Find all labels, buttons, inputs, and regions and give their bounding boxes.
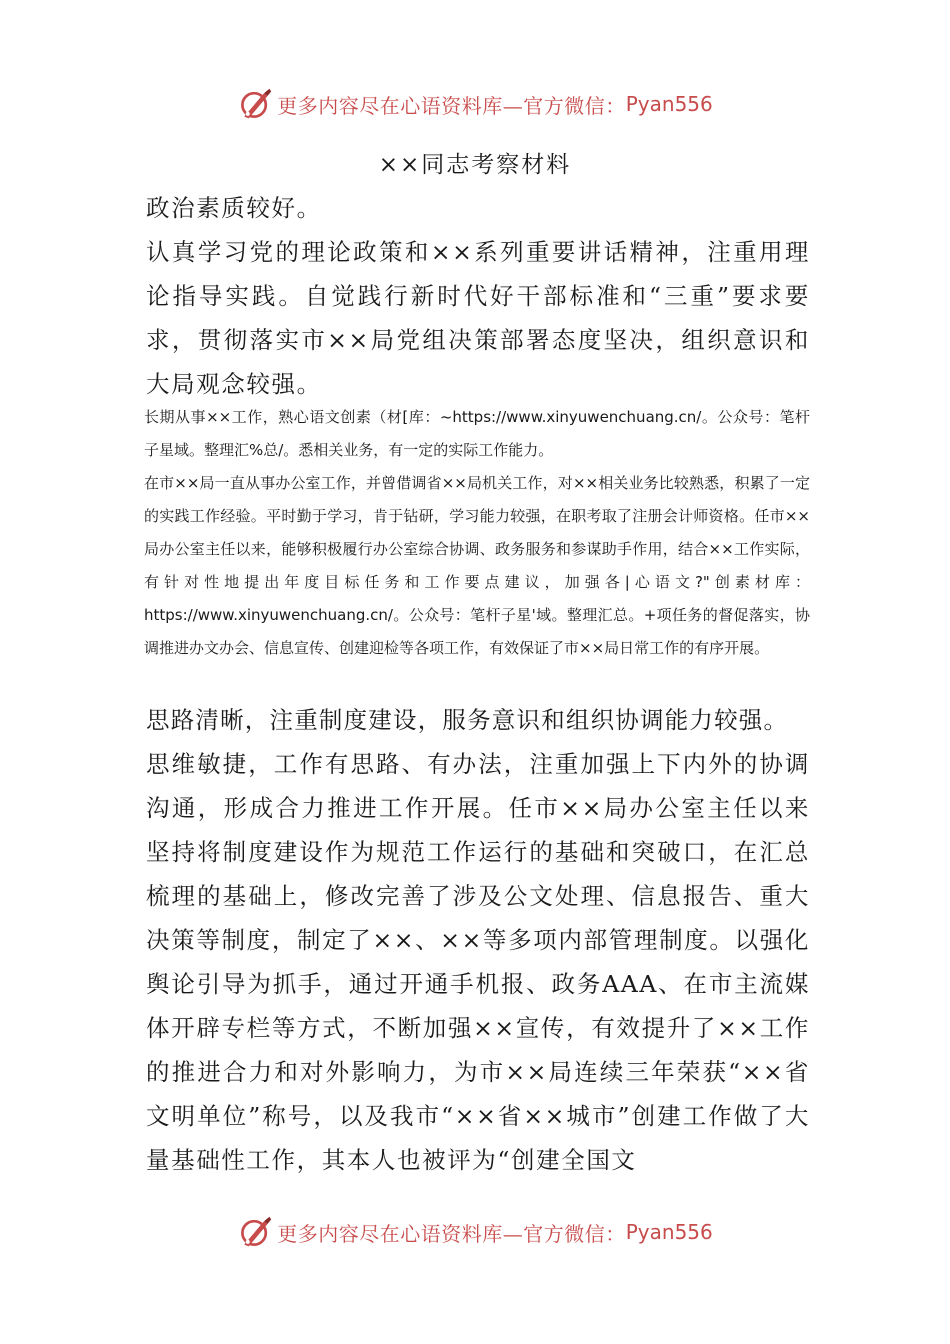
banner-wechat-id: Pyan556 [625, 1220, 713, 1244]
pen-logo-icon [237, 1214, 273, 1250]
document-title: ××同志考察材料 [378, 152, 572, 178]
banner-text: 更多内容尽在心语资料库—官方微信： [277, 93, 626, 118]
paragraph-experience-intro: 长期从事××工作，熟心语文创素（材[库：~https://www.xinyuwenchuang.cn/。公众号：笔杆子星域。整理汇%总/。悉相关业务，有一定的实际工作能力。 [144, 408, 810, 459]
paragraph-thinking: 思维敏捷，工作有思路、有办法，注重加强上下内外的协调沟通，形成合力推进工作开展。任市××局办公室主任以来坚持将制度建设作为规范工作运行的基础和突破口，在汇总梳理的基础上，修改完善了涉及公文处理、信息报告、重大决策等制度，制定了××、××等多项内部管理制度。以强化舆论引导为抓手，通过开通手机报、政务AAA、在市主流媒体开辟专栏等方式，不断加强××宣传，有效提升了××工作的推进合力和对外影响力，为市××局连续三年荣获“××省文明单位”称号，以及我市“××省××城市”创建工作做了大量基础性工作，其本人也被评为“创建全国文 [146, 750, 810, 1174]
footer-banner [0, 1212, 950, 1252]
document-body-continued [146, 698, 810, 1182]
small-text-block [144, 401, 810, 665]
paragraph-experience-detail: 在市××局一直从事办公室工作，并曾借调省××局机关工作，对××相关业务比较熟悉，积累了一定的实践工作经验。平时勤于学习，肯于钻研，学习能力较强，在职考取了注册会计师资格。任市××局办公室主任以来，能够积极履行办公室综合协调、政务服务和参谋助手作用，结合××工作实际，有针对性地提出年度目标任务和工作要点建议，加强各|心语文?"创素材库：https://www.xinyuwenchuang.cn/。公众号：笔杆子星'域。整理汇总。+项任务的督促落实，协调推进办文办会、信息宣传、创建迎检等各项工作，有效保证了市××局日常工作的有序开展。 [144, 474, 810, 657]
document-body [146, 186, 810, 406]
banner-wechat-id: Pyan556 [625, 92, 713, 116]
section-heading-thinking: 思路清晰，注重制度建设，服务意识和组织协调能力较强。 [146, 706, 789, 734]
header-banner [0, 84, 950, 124]
paragraph-political: 认真学习党的理论政策和××系列重要讲话精神，注重用理论指导实践。自觉践行新时代好干部标准和“三重”要求要求，贯彻落实市××局党组决策部署态度坚决，组织意识和大局观念较强。 [146, 238, 810, 398]
section-heading-political: 政治素质较好。 [146, 194, 322, 222]
banner-text: 更多内容尽在心语资料库—官方微信： [277, 1221, 626, 1246]
pen-logo-icon [237, 86, 273, 122]
